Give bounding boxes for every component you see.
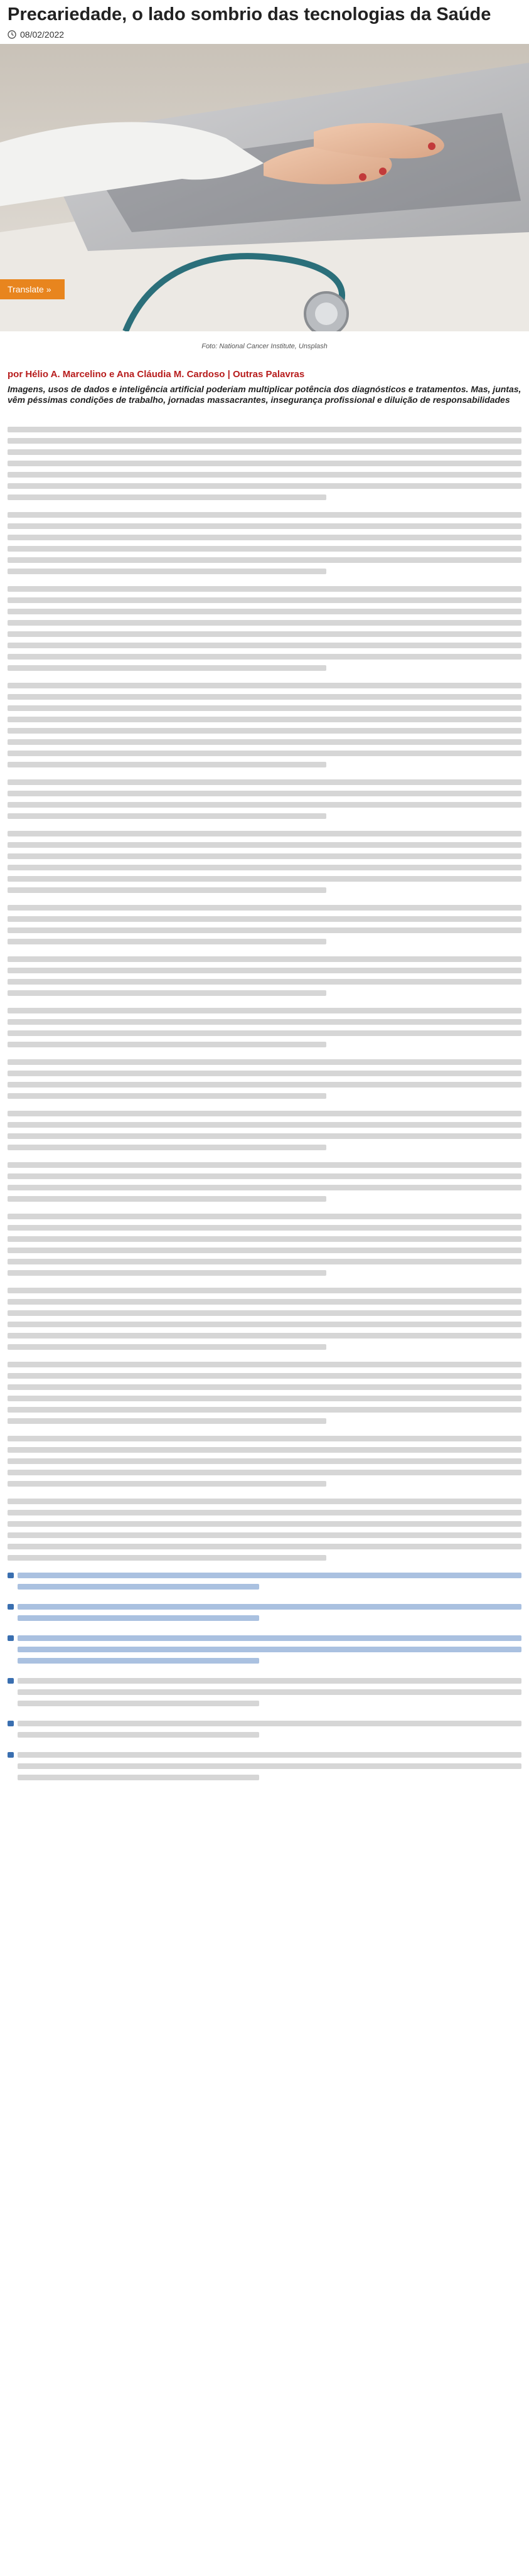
reference-item xyxy=(8,1721,521,1743)
article-paragraph xyxy=(8,831,521,893)
article-paragraph xyxy=(8,1436,521,1487)
article-paragraph xyxy=(8,1111,521,1150)
reference-number xyxy=(8,1635,14,1641)
article-date: 08/02/2022 xyxy=(20,29,65,40)
article-paragraph xyxy=(8,1288,521,1350)
hero-photo xyxy=(0,44,529,331)
article-paragraph xyxy=(8,1362,521,1424)
references-list xyxy=(8,1573,521,1786)
article-paragraph xyxy=(8,956,521,996)
article-paragraph xyxy=(8,512,521,574)
article-paragraph xyxy=(8,586,521,671)
reference-number xyxy=(8,1573,14,1578)
article-body xyxy=(8,427,521,1795)
reference-item xyxy=(8,1635,521,1669)
article-meta xyxy=(8,26,521,43)
article-paragraph xyxy=(8,905,521,944)
article-paragraph xyxy=(8,1059,521,1099)
article-paragraph xyxy=(8,1162,521,1202)
article-byline[interactable]: por Hélio A. Marcelino e Ana Cláudia M. Cardoso | Outras Palavras xyxy=(8,369,305,380)
article-paragraph xyxy=(8,1214,521,1276)
reference-item xyxy=(8,1604,521,1627)
translate-button[interactable]: Translate » xyxy=(0,279,65,299)
article-hero-image xyxy=(0,44,529,331)
reference-item xyxy=(8,1573,521,1595)
reference-number xyxy=(8,1721,14,1726)
reference-item xyxy=(8,1752,521,1786)
reference-number xyxy=(8,1752,14,1758)
article-paragraph xyxy=(8,779,521,819)
article-title: Precariedade, o lado sombrio das tecnologias da Saúde xyxy=(8,4,491,24)
article-paragraph xyxy=(8,1499,521,1561)
reference-item xyxy=(8,1678,521,1712)
article-paragraph xyxy=(8,683,521,767)
article-paragraph xyxy=(8,1008,521,1047)
article-lede: Imagens, usos de dados e inteligência artificial poderiam multiplicar potência dos diagnósticos e tratamentos. Mas, juntas, vêm péssimas condições de trabalho, jornadas massacrantes, insegurança profissional e diluição de responsabilidades xyxy=(8,384,521,405)
reference-number xyxy=(8,1678,14,1684)
clock-icon xyxy=(8,30,16,39)
article-paragraph xyxy=(8,427,521,500)
image-caption: Foto: National Cancer Institute, Unsplash xyxy=(201,343,328,350)
reference-number xyxy=(8,1604,14,1610)
